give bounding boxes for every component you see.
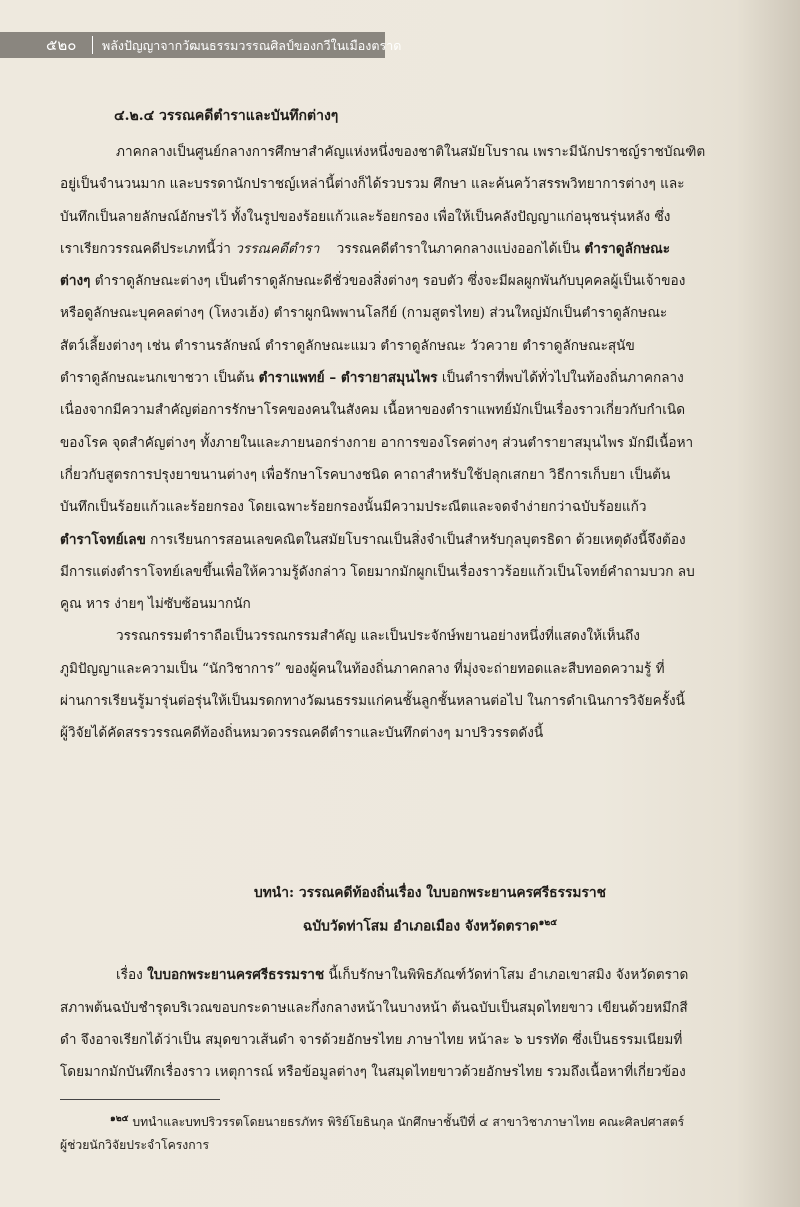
paragraph-line: ภาคกลางเป็นศูนย์กลางการศึกษาสำคัญแห่งหนึ่งของชาติในสมัยโบราณ เพราะมีนักปราชญ์ราชบัณฑิต bbox=[116, 144, 706, 160]
bold-term: ตำราโจทย์เลข bbox=[60, 531, 146, 548]
paragraph-line: สัตว์เลี้ยงต่างๆ เช่น ตำรานรลักษณ์ ตำราดูลักษณะแมว ตำราดูลักษณะ วัวควาย ตำราดูลักษณะสุนัข bbox=[60, 337, 635, 354]
running-header: พลังปัญญาจากวัฒนธรรมวรรณศิลป์ของกวีในเมืองตราด bbox=[102, 38, 402, 53]
excerpt-title-line-1: บทนำ: วรรณคดีท้องถิ่นเรื่อง ใบบอกพระยานครศรีธรรมราช bbox=[253, 884, 607, 901]
spacer bbox=[60, 941, 780, 959]
footnote-number: ๑๒๕ bbox=[110, 1114, 129, 1124]
paragraph-line: ดำ จึงอาจเรียกได้ว่าเป็น สมุดขาวเส้นดำ จารด้วยอักษรไทย ภาษาไทย หน้าละ ๖ บรรทัด ซึ่งเป็นธรรมเนียมที่ bbox=[60, 1031, 683, 1048]
paragraph-line bbox=[60, 265, 780, 297]
bold-term: ใบบอกพระยานครศรีธรรมราช bbox=[147, 967, 325, 984]
bold-term: ต่างๆ bbox=[60, 273, 91, 290]
paragraph-line: มีการแต่งตำราโจทย์เลขขึ้นเพื่อให้ความรู้ดังกล่าว โดยมากมักผูกเป็นเรื่องราวร้อยแก้วเป็นโจทย์คำถามบวก ลบ bbox=[60, 563, 695, 580]
paragraph-line: โดยมากมักบันทึกเรื่องราว เหตุการณ์ หรือข้อมูลต่างๆ ในสมุดไทยขาวด้วยอักษรไทย รวมถึงเนื้อหาที่เกี่ยวข้อง bbox=[60, 1064, 686, 1081]
text-run: บทนำและบทปริวรรตโดยนายธรภัทร พิริย์โยธินกุล นักศึกษาชั้นปีที่ ๔ สาขาวิชาภาษาไทย คณะศิลปศาสตร์ bbox=[128, 1115, 685, 1130]
italic-term: วรรณคดีตำรา bbox=[235, 240, 320, 257]
text-run: วรรณคดีตำราในภาคกลางแบ่งออกได้เป็น bbox=[319, 240, 585, 257]
paragraph-line: ของโรค จุดสำคัญต่างๆ ทั้งภายในและภายนอกร่างกาย อาการของโรคต่างๆ ส่วนตำรายาสมุนไพร มักมีเนื้อหา bbox=[60, 434, 694, 451]
paragraph-line: หรือดูลักษณะบุคคลต่างๆ (โหงวเฮ้ง) ตำราผูกนิพพานโลกีย์ (กามสูตรไทย) ส่วนใหญ่มักเป็นตำราดูลักษณะ bbox=[60, 305, 668, 322]
page-number: ๕๒๐ bbox=[46, 36, 77, 54]
excerpt-title-line-2 bbox=[80, 908, 780, 942]
text-run: ตำราดูลักษณะนกเขาชวา เป็นต้น bbox=[60, 370, 259, 387]
paragraph-line: สภาพต้นฉบับชำรุดบริเวณขอบกระดาษและกึ่งกลางหน้าในบางหน้า ต้นฉบับเป็นสมุดไทยขาว เขียนด้วยหมึกสี bbox=[60, 999, 688, 1016]
paragraph-line: เนื่องจากมีความสำคัญต่อการรักษาโรคของคนในสังคม เนื้อหาของตำราแพทย์มักเป็นเรื่องราวเกี่ยวกับกำเนิด bbox=[60, 402, 686, 419]
paragraph-line: คูณ หาร ง่ายๆ ไม่ซับซ้อนมากนัก bbox=[60, 596, 251, 613]
footnote-line-1 bbox=[60, 1108, 780, 1134]
paragraph-line: บันทึกเป็นร้อยแก้วและร้อยกรอง โดยเฉพาะร้อยกรองนั้นมีความประณีตและจดจำง่ายกว่าฉบับร้อยแก้ว bbox=[60, 499, 647, 516]
paragraph-line bbox=[60, 524, 780, 556]
bold-term: ตำราดูลักษณะ bbox=[584, 240, 671, 257]
paragraph-line: เกี่ยวกับสูตรการปรุงยาขนานต่างๆ เพื่อรักษาโรคบางชนิด คาถาสำหรับใช้ปลุกเสกยา วิธีการเก็บยา เป็นต้น bbox=[60, 466, 671, 483]
footnote-line-2: ผู้ช่วยนักวิจัยประจำโครงการ bbox=[60, 1138, 210, 1153]
footnote bbox=[60, 1108, 780, 1157]
paragraph-line: วรรณกรรมตำราถือเป็นวรรณกรรมสำคัญ และเป็นประจักษ์พยานอย่างหนึ่งที่แสดงให้เห็นถึง bbox=[116, 628, 640, 645]
paragraph-line: บันทึกเป็นลายลักษณ์อักษรไว้ ทั้งในรูปของร้อยแก้วและร้อยกรอง เพื่อให้เป็นคลังปัญญาแก่อนุชนรุ่นหลัง ซึ่ง bbox=[60, 208, 671, 225]
excerpt-title bbox=[60, 878, 780, 942]
text-run: เรื่อง bbox=[116, 967, 148, 984]
paragraph-line: ผู้วิจัยได้คัดสรรวรรณคดีท้องถิ่นหมวดวรรณคดีตำราและบันทึกต่างๆ มาปริวรรตดังนี้ bbox=[60, 725, 544, 742]
paragraph-line: อยู่เป็นจำนวนมาก และบรรดานักปราชญ์เหล่านี้ต่างก็ได้รวบรวม ศึกษา และค้นคว้าสรรพวิทยาการต่างๆ และ bbox=[60, 176, 685, 193]
body-text bbox=[60, 96, 780, 1088]
footnote-ref: ๑๒๕ bbox=[538, 917, 558, 928]
section-heading: ๔.๒.๔ วรรณคดีตำราและบันทึกต่างๆ bbox=[114, 108, 339, 124]
text-run: ฉบับวัดท่าโสม อำเภอเมือง จังหวัดตราด bbox=[302, 918, 539, 935]
paragraph-line: ผ่านการเรียนรู้มารุ่นต่อรุ่นให้เป็นมรดกทางวัฒนธรรมแก่คนชั้นลูกชั้นหลานต่อไป ในการดำเนินการวิจัยครั้งนี้ bbox=[60, 693, 685, 710]
footnote-rule bbox=[60, 1099, 220, 1100]
text-run: เราเรียกวรรณคดีประเภทนี้ว่า bbox=[60, 240, 236, 257]
text-run: เป็นตำราที่พบได้ทั่วไปในท้องถิ่นภาคกลาง bbox=[437, 370, 684, 387]
bold-term: ตำราแพทย์ – ตำรายาสมุนไพร bbox=[258, 370, 438, 387]
paragraph-line bbox=[60, 362, 780, 394]
text-run: ตำราดูลักษณะต่างๆ เป็นตำราดูลักษณะดีชั่วของสิ่งต่างๆ รอบตัว ซึ่งจะมีผลผูกพันกับบุคคลผู้เป็นเจ้าของ bbox=[90, 273, 686, 290]
text-run: นี้เก็บรักษาในพิพิธภัณฑ์วัดท่าโสม อำเภอเขาสมิง จังหวัดตราด bbox=[324, 967, 689, 984]
header-separator bbox=[92, 36, 93, 54]
paragraph-line bbox=[60, 959, 780, 991]
paragraph-line bbox=[60, 233, 780, 265]
spacer bbox=[60, 750, 780, 878]
text-run: การเรียนการสอนเลขคณิตในสมัยโบราณเป็นสิ่งจำเป็นสำหรับกุลบุตรธิดา ด้วยเหตุดังนี้จึงต้อง bbox=[145, 531, 686, 548]
paragraph-line: ภูมิปัญญาและความเป็น “นักวิชาการ” ของผู้คนในท้องถิ่นภาคกลาง ที่มุ่งจะถ่ายทอดและสืบทอดความรู้ ที่ bbox=[60, 660, 665, 677]
